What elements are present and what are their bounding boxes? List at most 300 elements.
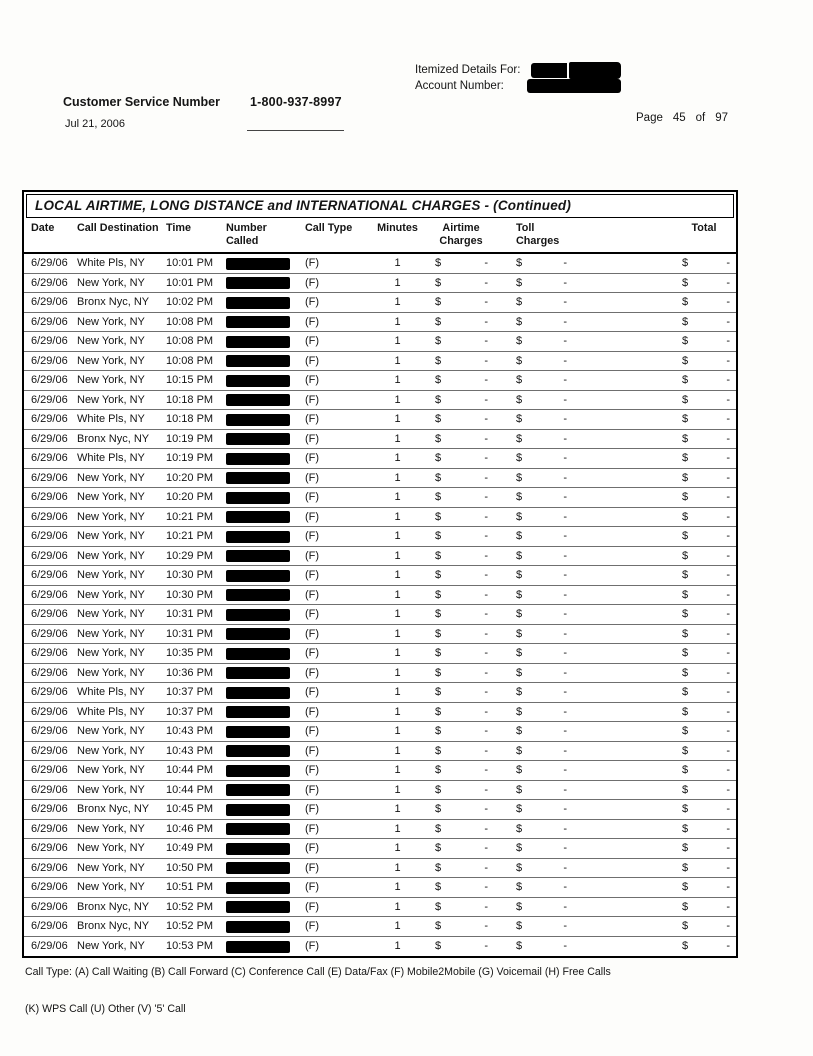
call-type: (F) — [305, 374, 320, 387]
number-called-cell — [224, 588, 300, 601]
redacted-phone-number-bar — [226, 375, 290, 387]
airtime-charge-value: - — [484, 276, 488, 289]
toll-charges-cell — [496, 803, 589, 815]
number-called-cell — [224, 257, 300, 270]
call-destination: Bronx Nyc, NY — [77, 900, 150, 913]
airtime-charges-cell — [426, 413, 496, 425]
call-minutes: 1 — [394, 491, 401, 504]
airtime-charge-value: - — [484, 940, 488, 953]
currency-symbol: $ — [682, 725, 689, 738]
currency-symbol: $ — [682, 569, 689, 582]
airtime-charges-cell — [426, 823, 496, 835]
call-date: 6/29/06 — [31, 335, 68, 348]
airtime-charges-cell — [426, 452, 496, 464]
airtime-charge-value: - — [484, 491, 488, 504]
call-minutes: 1 — [394, 471, 401, 484]
call-time: 10:37 PM — [166, 686, 214, 699]
airtime-charge-value: - — [484, 549, 488, 562]
col-header-date: Date — [31, 222, 55, 234]
toll-charge-value: - — [563, 725, 567, 738]
currency-symbol: $ — [516, 257, 523, 270]
currency-symbol: $ — [516, 588, 523, 601]
page-indicator — [636, 112, 738, 124]
redacted-name-bar — [569, 62, 621, 79]
airtime-charges-cell — [426, 686, 496, 698]
call-time: 10:51 PM — [166, 881, 214, 894]
call-date: 6/29/06 — [31, 627, 68, 640]
call-minutes: 1 — [394, 569, 401, 582]
total-cell — [672, 335, 736, 347]
currency-symbol: $ — [435, 900, 442, 913]
toll-charges-cell — [496, 569, 589, 581]
call-minutes: 1 — [394, 900, 401, 913]
redacted-account-number-bar — [527, 79, 621, 93]
call-destination: New York, NY — [77, 725, 145, 738]
total-value: - — [726, 354, 730, 367]
call-type: (F) — [305, 432, 320, 445]
table-row — [24, 488, 736, 508]
table-row — [24, 917, 736, 937]
toll-charges-cell — [496, 842, 589, 854]
call-minutes: 1 — [394, 315, 401, 328]
total-cell — [672, 589, 736, 601]
total-value: - — [726, 276, 730, 289]
toll-charge-value: - — [563, 608, 567, 621]
toll-charge-value: - — [563, 783, 567, 796]
currency-symbol: $ — [435, 705, 442, 718]
call-type: (F) — [305, 530, 320, 543]
currency-symbol: $ — [516, 666, 523, 679]
charges-table — [22, 190, 738, 958]
call-minutes: 1 — [394, 920, 401, 933]
call-date: 6/29/06 — [31, 354, 68, 367]
toll-charges-cell — [496, 452, 589, 464]
currency-symbol: $ — [516, 861, 523, 874]
call-type: (F) — [305, 296, 320, 309]
number-called-cell — [224, 374, 300, 387]
total-value: - — [726, 374, 730, 387]
col-header-time: Time — [166, 222, 192, 234]
total-value: - — [726, 296, 730, 309]
currency-symbol: $ — [516, 900, 523, 913]
airtime-charge-value: - — [484, 803, 488, 816]
number-called-cell — [224, 335, 300, 348]
toll-charges-cell — [496, 745, 589, 757]
call-minutes: 1 — [394, 608, 401, 621]
toll-charges-cell — [496, 608, 589, 620]
currency-symbol: $ — [516, 549, 523, 562]
total-cell — [672, 881, 736, 893]
call-type: (F) — [305, 842, 320, 855]
call-destination: New York, NY — [77, 510, 145, 523]
currency-symbol: $ — [682, 296, 689, 309]
airtime-charge-value: - — [484, 842, 488, 855]
total-value: - — [726, 705, 730, 718]
airtime-charges-cell — [426, 335, 496, 347]
total-cell — [672, 667, 736, 679]
call-destination: New York, NY — [77, 471, 145, 484]
toll-charge-value: - — [563, 374, 567, 387]
toll-charge-value: - — [563, 920, 567, 933]
total-value: - — [726, 588, 730, 601]
total-cell — [672, 257, 736, 269]
col-header-call-type: Call Type — [305, 222, 353, 234]
toll-charges-cell — [496, 881, 589, 893]
toll-charges-cell — [496, 413, 589, 425]
call-destination: White Pls, NY — [77, 705, 145, 718]
total-value: - — [726, 744, 730, 757]
total-value: - — [726, 608, 730, 621]
airtime-charge-value: - — [484, 413, 488, 426]
call-time: 10:19 PM — [166, 432, 214, 445]
call-date: 6/29/06 — [31, 725, 68, 738]
call-destination: New York, NY — [77, 744, 145, 757]
airtime-charges-cell — [426, 257, 496, 269]
number-called-cell — [224, 842, 300, 855]
redacted-phone-number-bar — [226, 765, 290, 777]
call-time: 10:01 PM — [166, 276, 214, 289]
currency-symbol: $ — [435, 725, 442, 738]
call-time: 10:36 PM — [166, 666, 214, 679]
call-type: (F) — [305, 608, 320, 621]
call-time: 10:30 PM — [166, 588, 214, 601]
call-destination: Bronx Nyc, NY — [77, 296, 150, 309]
call-destination: New York, NY — [77, 822, 145, 835]
airtime-charge-value: - — [484, 569, 488, 582]
currency-symbol: $ — [682, 374, 689, 387]
airtime-charges-cell — [426, 764, 496, 776]
total-cell — [672, 511, 736, 523]
table-row — [24, 800, 736, 820]
call-time: 10:21 PM — [166, 510, 214, 523]
redacted-phone-number-bar — [226, 882, 290, 894]
call-time: 10:31 PM — [166, 608, 214, 621]
toll-charge-value: - — [563, 452, 567, 465]
table-row — [24, 449, 736, 469]
call-destination: New York, NY — [77, 335, 145, 348]
page-current: 45 — [672, 112, 686, 124]
call-minutes: 1 — [394, 822, 401, 835]
table-row — [24, 391, 736, 411]
call-destination: New York, NY — [77, 940, 145, 953]
airtime-charges-cell — [426, 667, 496, 679]
toll-charges-cell — [496, 491, 589, 503]
currency-symbol: $ — [516, 608, 523, 621]
number-called-cell — [224, 764, 300, 777]
redacted-phone-number-bar — [226, 921, 290, 933]
call-time: 10:08 PM — [166, 315, 214, 328]
airtime-charges-cell — [426, 511, 496, 523]
customer-service-label: Customer Service Number — [63, 95, 221, 109]
call-time: 10:50 PM — [166, 861, 214, 874]
table-row — [24, 508, 736, 528]
call-type-legend-line1: Call Type: (A) Call Waiting (B) Call Forward (C) Conference Call (E) Data/Fax (F) Mobile2Mobile (G) Voicemail (H) Free Calls — [25, 966, 611, 978]
call-date: 6/29/06 — [31, 296, 68, 309]
call-date: 6/29/06 — [31, 491, 68, 504]
airtime-charges-cell — [426, 842, 496, 854]
total-cell — [672, 472, 736, 484]
call-time: 10:02 PM — [166, 296, 214, 309]
currency-symbol: $ — [435, 764, 442, 777]
table-row — [24, 547, 736, 567]
call-type: (F) — [305, 783, 320, 796]
toll-charge-value: - — [563, 842, 567, 855]
toll-charges-cell — [496, 511, 589, 523]
airtime-charges-cell — [426, 355, 496, 367]
total-value: - — [726, 432, 730, 445]
toll-charges-cell — [496, 628, 589, 640]
table-row — [24, 820, 736, 840]
total-cell — [672, 277, 736, 289]
redacted-phone-number-bar — [226, 901, 290, 913]
call-type: (F) — [305, 452, 320, 465]
currency-symbol: $ — [435, 257, 442, 270]
airtime-charges-cell — [426, 725, 496, 737]
redacted-phone-number-bar — [226, 843, 290, 855]
table-row — [24, 644, 736, 664]
toll-charges-cell — [496, 374, 589, 386]
toll-charge-value: - — [563, 666, 567, 679]
call-minutes: 1 — [394, 744, 401, 757]
currency-symbol: $ — [516, 881, 523, 894]
currency-symbol: $ — [516, 686, 523, 699]
toll-charges-cell — [496, 316, 589, 328]
table-row — [24, 859, 736, 879]
toll-charge-value: - — [563, 881, 567, 894]
call-time: 10:18 PM — [166, 413, 214, 426]
call-minutes: 1 — [394, 764, 401, 777]
toll-charge-value: - — [563, 900, 567, 913]
redacted-name-bar — [531, 63, 567, 78]
currency-symbol: $ — [435, 569, 442, 582]
redacted-phone-number-bar — [226, 862, 290, 874]
airtime-charge-value: - — [484, 783, 488, 796]
airtime-charge-value: - — [484, 432, 488, 445]
call-minutes: 1 — [394, 666, 401, 679]
redacted-phone-number-bar — [226, 258, 290, 270]
call-minutes: 1 — [394, 335, 401, 348]
number-called-cell — [224, 276, 300, 289]
table-row — [24, 352, 736, 372]
call-type: (F) — [305, 471, 320, 484]
call-minutes: 1 — [394, 452, 401, 465]
currency-symbol: $ — [516, 842, 523, 855]
number-called-cell — [224, 705, 300, 718]
table-row — [24, 839, 736, 859]
call-minutes: 1 — [394, 257, 401, 270]
toll-charge-value: - — [563, 569, 567, 582]
call-type: (F) — [305, 354, 320, 367]
call-destination: New York, NY — [77, 881, 145, 894]
call-minutes: 1 — [394, 296, 401, 309]
toll-charges-cell — [496, 296, 589, 308]
call-date: 6/29/06 — [31, 861, 68, 874]
call-date: 6/29/06 — [31, 393, 68, 406]
currency-symbol: $ — [435, 354, 442, 367]
table-row — [24, 332, 736, 352]
call-date: 6/29/06 — [31, 432, 68, 445]
customer-service-number: 1-800-937-8997 — [250, 95, 342, 109]
toll-charge-value: - — [563, 744, 567, 757]
currency-symbol: $ — [435, 432, 442, 445]
toll-charge-value: - — [563, 491, 567, 504]
airtime-charges-cell — [426, 628, 496, 640]
redacted-phone-number-bar — [226, 648, 290, 660]
total-value: - — [726, 549, 730, 562]
toll-charges-cell — [496, 686, 589, 698]
airtime-charges-cell — [426, 881, 496, 893]
toll-charges-cell — [496, 667, 589, 679]
total-value: - — [726, 491, 730, 504]
currency-symbol: $ — [516, 803, 523, 816]
call-minutes: 1 — [394, 276, 401, 289]
currency-symbol: $ — [516, 530, 523, 543]
total-value: - — [726, 783, 730, 796]
call-type: (F) — [305, 822, 320, 835]
call-destination: New York, NY — [77, 276, 145, 289]
call-time: 10:31 PM — [166, 627, 214, 640]
currency-symbol: $ — [682, 530, 689, 543]
toll-charge-value: - — [563, 354, 567, 367]
total-cell — [672, 862, 736, 874]
airtime-charges-cell — [426, 608, 496, 620]
redacted-phone-number-bar — [226, 570, 290, 582]
call-type: (F) — [305, 861, 320, 874]
table-row — [24, 293, 736, 313]
currency-symbol: $ — [682, 744, 689, 757]
total-value: - — [726, 900, 730, 913]
call-destination: New York, NY — [77, 374, 145, 387]
total-cell — [672, 901, 736, 913]
number-called-cell — [224, 413, 300, 426]
call-destination: New York, NY — [77, 354, 145, 367]
airtime-charge-value: - — [484, 744, 488, 757]
table-row — [24, 761, 736, 781]
currency-symbol: $ — [516, 452, 523, 465]
currency-symbol: $ — [435, 666, 442, 679]
call-destination: Bronx Nyc, NY — [77, 803, 150, 816]
toll-charges-cell — [496, 647, 589, 659]
call-destination: White Pls, NY — [77, 686, 145, 699]
currency-symbol: $ — [435, 510, 442, 523]
toll-charge-value: - — [563, 861, 567, 874]
number-called-cell — [224, 803, 300, 816]
call-time: 10:19 PM — [166, 452, 214, 465]
currency-symbol: $ — [682, 608, 689, 621]
total-value: - — [726, 530, 730, 543]
airtime-charges-cell — [426, 394, 496, 406]
currency-symbol: $ — [435, 588, 442, 601]
currency-symbol: $ — [516, 276, 523, 289]
airtime-charge-value: - — [484, 354, 488, 367]
call-date: 6/29/06 — [31, 822, 68, 835]
currency-symbol: $ — [435, 803, 442, 816]
currency-symbol: $ — [682, 549, 689, 562]
call-minutes: 1 — [394, 940, 401, 953]
call-destination: New York, NY — [77, 627, 145, 640]
currency-symbol: $ — [516, 471, 523, 484]
call-destination: New York, NY — [77, 764, 145, 777]
number-called-cell — [224, 296, 300, 309]
call-minutes: 1 — [394, 705, 401, 718]
redacted-phone-number-bar — [226, 745, 290, 757]
total-cell — [672, 647, 736, 659]
airtime-charges-cell — [426, 433, 496, 445]
call-destination: New York, NY — [77, 647, 145, 660]
toll-charges-cell — [496, 335, 589, 347]
table-row — [24, 878, 736, 898]
call-time: 10:49 PM — [166, 842, 214, 855]
toll-charges-cell — [496, 940, 589, 952]
airtime-charge-value: - — [484, 471, 488, 484]
call-type: (F) — [305, 881, 320, 894]
call-time: 10:44 PM — [166, 783, 214, 796]
table-row — [24, 430, 736, 450]
toll-charge-value: - — [563, 510, 567, 523]
call-date: 6/29/06 — [31, 588, 68, 601]
total-value: - — [726, 861, 730, 874]
call-time: 10:20 PM — [166, 491, 214, 504]
airtime-charges-cell — [426, 491, 496, 503]
account-number-label: Account Number: — [415, 79, 504, 92]
call-destination: New York, NY — [77, 608, 145, 621]
call-time: 10:20 PM — [166, 471, 214, 484]
currency-symbol: $ — [682, 335, 689, 348]
call-type: (F) — [305, 764, 320, 777]
total-value: - — [726, 842, 730, 855]
col-header-airtime-charges: Airtime Charges — [439, 222, 483, 247]
call-type: (F) — [305, 725, 320, 738]
call-destination: New York, NY — [77, 783, 145, 796]
table-row — [24, 313, 736, 333]
divider-line — [247, 130, 344, 131]
number-called-cell — [224, 920, 300, 933]
table-row — [24, 586, 736, 606]
call-date: 6/29/06 — [31, 452, 68, 465]
total-value: - — [726, 881, 730, 894]
call-date: 6/29/06 — [31, 530, 68, 543]
call-minutes: 1 — [394, 686, 401, 699]
redacted-phone-number-bar — [226, 472, 290, 484]
currency-symbol: $ — [516, 705, 523, 718]
airtime-charge-value: - — [484, 861, 488, 874]
number-called-cell — [224, 608, 300, 621]
call-date: 6/29/06 — [31, 666, 68, 679]
call-type: (F) — [305, 900, 320, 913]
redacted-phone-number-bar — [226, 297, 290, 309]
call-minutes: 1 — [394, 354, 401, 367]
total-value: - — [726, 666, 730, 679]
total-cell — [672, 355, 736, 367]
total-cell — [672, 452, 736, 464]
call-date: 6/29/06 — [31, 842, 68, 855]
number-called-cell — [224, 491, 300, 504]
table-row — [24, 527, 736, 547]
currency-symbol: $ — [682, 900, 689, 913]
total-value: - — [726, 471, 730, 484]
currency-symbol: $ — [435, 413, 442, 426]
call-type: (F) — [305, 549, 320, 562]
total-cell — [672, 530, 736, 542]
page-of-label: of — [695, 112, 706, 124]
currency-symbol: $ — [435, 822, 442, 835]
currency-symbol: $ — [682, 257, 689, 270]
redacted-phone-number-bar — [226, 609, 290, 621]
airtime-charges-cell — [426, 374, 496, 386]
airtime-charge-value: - — [484, 666, 488, 679]
airtime-charge-value: - — [484, 647, 488, 660]
total-value: - — [726, 647, 730, 660]
